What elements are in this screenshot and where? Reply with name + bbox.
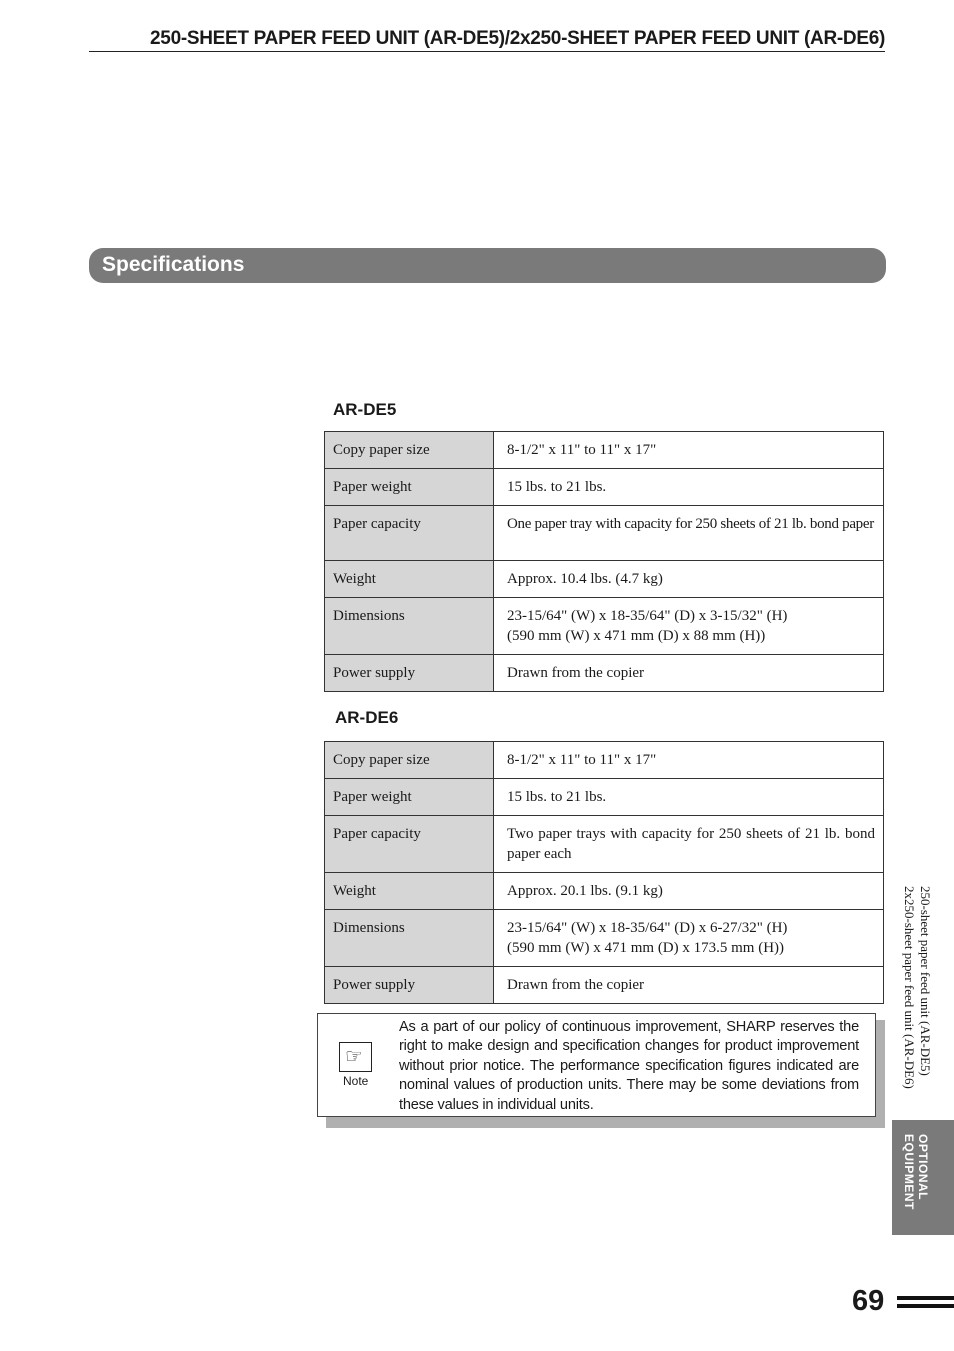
spec-label: Power supply <box>325 967 494 1004</box>
spec-value: Two paper trays with capacity for 250 sheets of 21 lb. bond paper each <box>494 816 884 873</box>
spec-value: 8-1/2" x 11" to 11" x 17" <box>494 742 884 779</box>
note-box <box>317 1013 876 1117</box>
table-row <box>325 742 884 779</box>
section-tab-line: EQUIPMENT <box>902 1134 916 1210</box>
spec-value-line: 23-15/64" (W) x 18-35/64" (D) x 6-27/32" (H) <box>507 920 788 936</box>
side-title-line: 250-sheet paper feed unit (AR-DE5) <box>918 886 933 1076</box>
table-row <box>325 873 884 910</box>
section-tab <box>892 1120 954 1235</box>
spec-label: Copy paper size <box>325 742 494 779</box>
table-row <box>325 506 884 561</box>
section-bar <box>89 248 886 283</box>
spec-value-line: (590 mm (W) x 471 mm (D) x 88 mm (H)) <box>507 628 766 644</box>
section-tab-line: OPTIONAL <box>916 1134 930 1200</box>
table-row <box>325 967 884 1004</box>
spec-value: Approx. 20.1 lbs. (9.1 kg) <box>494 873 884 910</box>
table-row <box>325 432 884 469</box>
ar-de6-title: AR-DE6 <box>335 708 399 727</box>
spec-label: Power supply <box>325 655 494 692</box>
page-number-rules <box>897 1296 954 1312</box>
spec-value: Approx. 10.4 lbs. (4.7 kg) <box>494 561 884 598</box>
section-title: Specifications <box>102 253 245 276</box>
spec-value <box>494 910 884 967</box>
spec-value: 15 lbs. to 21 lbs. <box>494 779 884 816</box>
table-row <box>325 779 884 816</box>
spec-label: Copy paper size <box>325 432 494 469</box>
spec-value: Drawn from the copier <box>494 655 884 692</box>
spec-value-line: (590 mm (W) x 471 mm (D) x 173.5 mm (H)) <box>507 940 785 956</box>
ar-de6-spec-table <box>324 741 884 1004</box>
spec-value: Drawn from the copier <box>494 967 884 1004</box>
spec-label: Paper weight <box>325 779 494 816</box>
spec-value-line: 23-15/64" (W) x 18-35/64" (D) x 3-15/32" (H) <box>507 608 788 624</box>
table-row <box>325 655 884 692</box>
spec-value: 15 lbs. to 21 lbs. <box>494 469 884 506</box>
note-label: Note <box>343 1074 369 1088</box>
page-number: 69 <box>852 1285 885 1317</box>
spec-label: Dimensions <box>325 910 494 967</box>
spec-value <box>494 598 884 655</box>
spec-value: 8-1/2" x 11" to 11" x 17" <box>494 432 884 469</box>
table-row <box>325 561 884 598</box>
table-row <box>325 598 884 655</box>
side-running-title <box>897 886 937 1116</box>
table-row <box>325 816 884 873</box>
spec-label: Dimensions <box>325 598 494 655</box>
pointing-hand-icon: ☞ <box>339 1042 372 1072</box>
spec-label: Weight <box>325 873 494 910</box>
ar-de5-title: AR-DE5 <box>333 400 397 419</box>
spec-label: Paper capacity <box>325 816 494 873</box>
ar-de5-spec-table <box>324 431 884 692</box>
note-text: As a part of our policy of continuous improvement, SHARP reserves the right to make design and specification changes for product improvement without prior notice. The performance specification figures indicated are nominal values of production units. There may be some deviations from these values in individual units. <box>399 1019 859 1113</box>
spec-value: One paper tray with capacity for 250 sheets of 21 lb. bond paper <box>494 506 884 561</box>
spec-label: Paper weight <box>325 469 494 506</box>
page-header-title: 250-SHEET PAPER FEED UNIT (AR-DE5)/2x250-SHEET PAPER FEED UNIT (AR-DE6) <box>150 28 885 49</box>
spec-label: Weight <box>325 561 494 598</box>
table-row <box>325 469 884 506</box>
table-row <box>325 910 884 967</box>
spec-label: Paper capacity <box>325 506 494 561</box>
page-header <box>89 28 885 52</box>
side-title-line: 2x250-sheet paper feed unit (AR-DE6) <box>902 886 917 1089</box>
